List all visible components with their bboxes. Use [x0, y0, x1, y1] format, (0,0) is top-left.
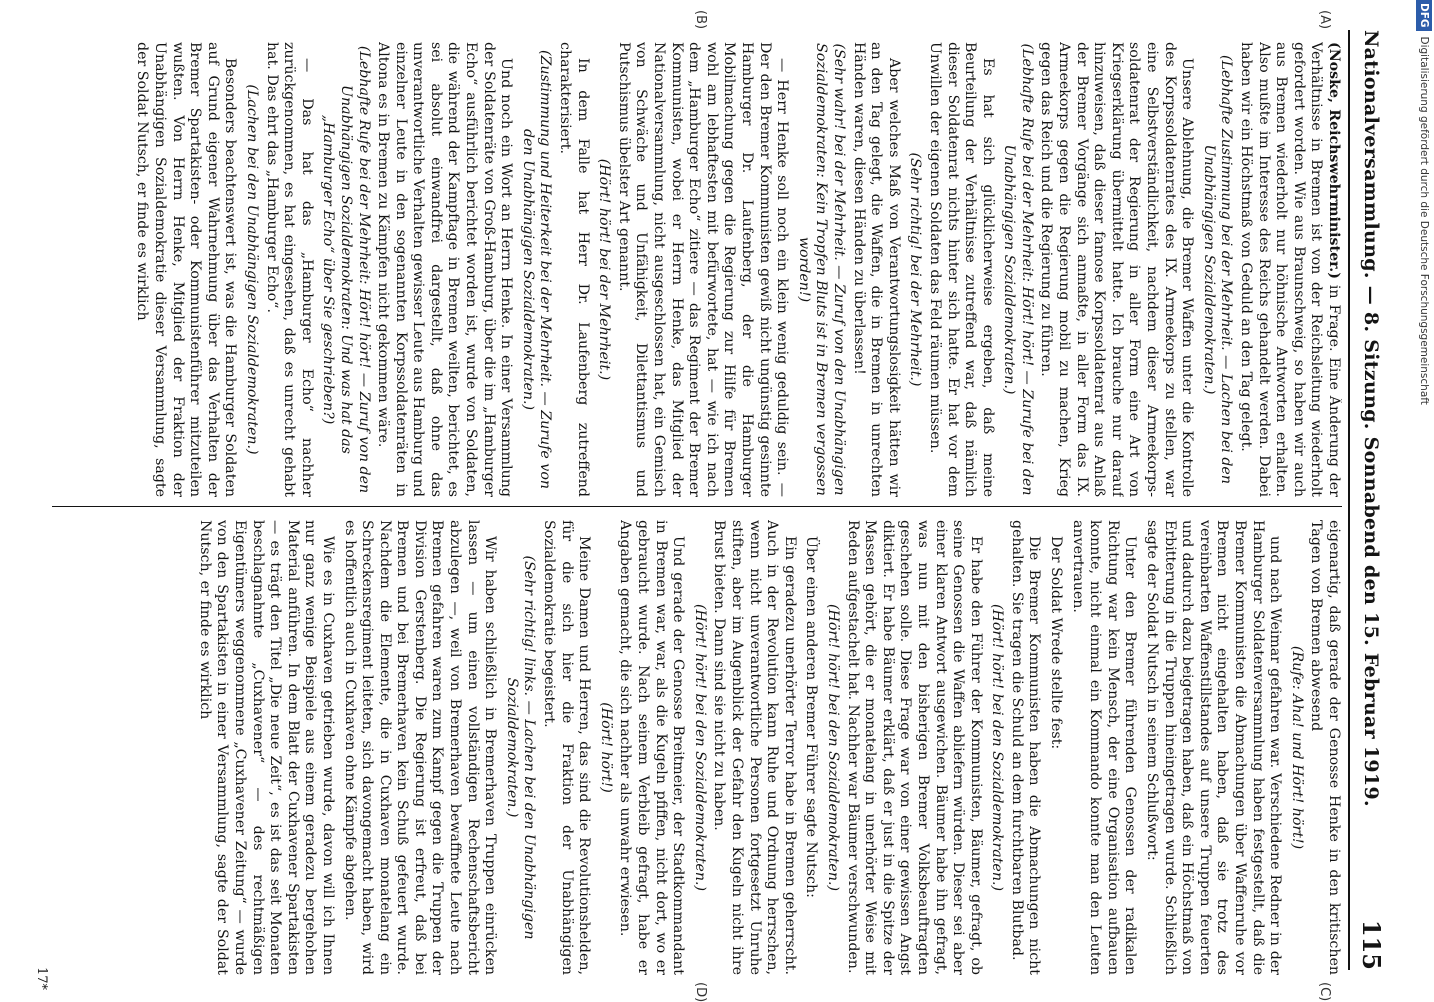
left-column: [42, 42, 1342, 497]
body-paragraph: Der Soldat Wrede stellte fest:: [1048, 536, 1065, 750]
body-paragraph: Unsere Ablehnung, die Bremer Waffen unter die Kontrolle des Korpssoldatenrates des IX. Armeekorps zu stellen, war eine Selbstverständlichkeit, nachdem dieser Armeekorps-soldatenrat der Regierung in aller Form eine Art von Kriegserklärung übermittelt hatte. Ich brauche nur darauf hinzuweisen, daß dieser famose Korpssoldatenrat aus Anlaß der Bremer Vorgänge sich anmaßte, in aller Form das IX. Armeekorps gegen die Regierung mobil zu machen, Krieg gegen das Reich und die Regierung zu führen.: [1038, 42, 1196, 497]
interjection-note: (Hört! hört! bei den Sozialdemokraten.): [691, 603, 708, 892]
body-paragraph: Über einen anderen Bremer Führer sagte Nutsch:: [803, 536, 820, 898]
interjection-note: (Hört! hört! bei den Sozialdemokraten.): [989, 603, 1006, 892]
body-paragraph: Und noch ein Wort an Herrn Henke. In einer Versammlung der Soldatenräte von Groß-Hamburg, über die im „Hamburger Echo“ ausführlich berichtet worden ist, wurde von Soldaten, die während der Kampftage in Bremen weilten, berichtet, es sei absolut einwandfrei dargestellt, daß ohne das unverantwortliche Verhalten gewisser Leute aus Hamburg und einzelner Leute in den sogenannten Korpssoldatenräten in Altona es in Bremen zu Kämpfen nicht gekommen wäre.: [375, 42, 515, 497]
body-paragraph: Wir haben schließlich in Bremerhaven Truppen einrücken lassen — um einen vollständigen Rechenschaftsbericht abzulegen —, weil von Bremerhaven bewaffnete Leute nach Bremen gefahren waren zum Kampf gegen die Truppen der Division Gerstenberg. Die Regierung ist erfreut, daß bei Bremen und bei Bremerhaven kein Schuß gefeuert wurde. Nachdem die Elemente, die in Cuxhaven monatelang ein Schreckensregiment leiteten, sich davongemacht haben, wird es hoffentlich auch in Cuxhaven ohne Kämpfe abgehen.: [341, 520, 499, 975]
interjection-note: (Hört! hört! bei der Mehrheit.): [596, 158, 613, 381]
body-paragraph: und nach Weimar gefahren war. Verschiedene Redner in der Hamburger Soldatenversammlung haben festgestellt, daß die Bremer Kommunisten die Abmachungen über Waffenruhe vor Bremen nicht eingehalten haben, daß sie trotz des vereinbarten Waffenstillstandes auf unsere Truppen feuerten und dadurch dazu beigetragen haben, daß ein Höchstmaß von Erbitterung in die Truppen hineingetragen wurde. Schließlich sagte der Soldat Nutsch in seinem Schlußwort:: [1144, 520, 1284, 975]
body-paragraph: Besonders beachtenswert ist, was die Hamburger Soldaten auf Grund eigener Wahrnehmung über das Verhalten der Bremer Spartakisten- oder Kommunistenführer mitzuteilen wußten. Von Herrn Henke, Mitglied der Fraktion der Unabhängigen Sozialdemokratie dieser Versammlung, sagte der Soldat Nutsch, er finde es wirklich: [134, 42, 239, 497]
header-title: Nationalversammlung. — 8. Sitzung. Sonnabend den 15. Februar 1919.: [1360, 30, 1382, 807]
interjection-note: (Rufe: Aha! und Hört! hört!): [1288, 645, 1305, 850]
margin-mark-a: (A): [1317, 10, 1332, 30]
column-divider: [52, 506, 1342, 507]
interjection-note: (Lachen bei den Unabhängigen Sozialdemokraten.): [243, 84, 260, 455]
speaker-label: (Noske, Reichswehrminister.): [1326, 42, 1342, 279]
margin-mark-c: (C): [1317, 982, 1332, 1002]
paragraph-text: eigenartig, daß gerade der Genosse Henke in den kritischen Tagen von Bremen abwesend: [1308, 520, 1342, 975]
body-paragraph: Meine Damen und Herren, das sind die Revolutionshelden, für die sich hier die Fraktion der Unabhängigen Sozialdemokratie begeistert.: [541, 520, 593, 975]
body-paragraph: In dem Falle hat Herr Dr. Laufenberg zutreffend charakterisiert.: [557, 42, 591, 497]
margin-mark-d: (D): [693, 982, 708, 1002]
margin-mark-b: (B): [693, 10, 708, 30]
interjection-note: (Sehr richtig! links. — Lachen bei den Unabhängigen Sozialdemokraten.): [503, 555, 538, 940]
quoted-paragraph: Ein geradezu unerhörter Terror habe in Bremen geherrscht. Auch in der Revolution kann Ruhe und Ordnung herrschen, wenn nicht unverantwortliche Personen fortgesetzt Unruhe stiften, aber im Augenblick der Gefahr den Kugeln nicht ihre Brust bieten. Dann sind sie nicht zu haben.: [711, 520, 798, 975]
interjection-note: (Zustimmung und Heiterkeit bei der Mehrheit. — Zurufe von den Unabhängigen Sozialdemokraten.): [519, 49, 554, 489]
body-paragraph: — Herr Henke soll noch ein klein wenig geduldig sein. — Der den Bremer Kommunisten gewiß nicht ungünstig gesinnte Hamburger Dr. Laufenberg, der die Hamburger Mobilmachung gegen die Regierung zur Hilfe für Bremen wohl am lebhaftesten mit befürwortete, hat — wie ich nach dem „Hamburger Echo“ zitiere — das Regiment der Bremer Kommunisten, wobei er Herrn Henke, das Mitglied der Nationalversammlung, nicht ausgeschlossen hat, ein Gemisch von Schwäche und Unfähigkeit, Dilettantismus und Putschismus übelster Art genannt.: [615, 42, 791, 497]
paragraph-text: in Frage. Eine Änderung der Verhältnisse in Bremen ist von der Reichsleitung wiederholt gefordert worden. Wie aus Braunschweig, so haben wir auch aus Bremen wiederholt nur höhnische Antworten erhalten. Also mußte im Interesse des Reichs gehandelt werden. Dabei haben wir ein Höchstmaß von Geduld an den Tag gelegt.: [1238, 42, 1342, 497]
page-number: 115: [1357, 919, 1386, 970]
interjection-note: (Hört! hört! bei den Sozialdemokraten.): [824, 603, 841, 892]
body-paragraph: — Das hat das „Hamburger Echo“ nachher zurückgenommen, es hat eingesehen, daß es unrecht gehabt hat. Das ehrt das „Hamburger Echo“.: [263, 42, 315, 497]
interjection-note: (Lebhafte Zustimmung bei der Mehrheit. — Lachen bei den Unabhängigen Sozialdemokraten.): [1200, 55, 1235, 484]
body-paragraph: Aber welches Maß von Verantwortungslosigkeit hätten wir an den Tag gelegt, die Waffen, die in Bremen in unrechten Händen waren, diesen Händen zu überlassen!: [850, 42, 902, 497]
funding-text: Digitalisierung gefördert durch die Deutsche Forschungsgemeinschaft: [1418, 36, 1430, 405]
lead-paragraph: [1307, 520, 1342, 975]
right-column: [42, 520, 1342, 975]
interjection-note: (Hört! hört!): [597, 702, 614, 793]
running-header: [1348, 30, 1390, 970]
quoted-paragraph: Er habe den Führer der Kommunisten, Bäumer, gefragt, ob seine Genossen die Waffen abliefern würden. Dieser sei aber einer klaren Antwort ausgewichen. Bäumer habe ihn gefragt, was nun mit den bisherigen Bremer Volksbeauftragten geschehen solle. Diese Frage war von einer gewissen Angst diktiert. Er habe Bäumer erklärt, daß er just in die Spitze der Massen gehört, die er monatelang in unerhörter Weise mit Reden aufgestachelt hat. Nachher war Bäumer verschwunden.: [844, 520, 984, 975]
quoted-paragraph: Und gerade der Genosse Breitmeier, der Stadtkommandant in Bremen war, war, als die Kugeln pfiffen, nicht dort, wo er gebraucht wurde. Nach seinem Verbleib gefragt, habe er Angaben gemacht, die sich nachher als unwahr erwiesen.: [617, 520, 687, 975]
funding-note: [1413, 0, 1434, 1000]
interjection-note: (Sehr wahr! bei der Mehrheit. — Zuruf von den Unabhängigen Sozialdemokraten: Kein Tropfen Bluts ist in Bremen vergossen worden!): [795, 43, 847, 496]
interjection-note: (Sehr richtig! bei der Mehrheit.): [907, 152, 924, 387]
body-paragraph: Es hat sich glücklicherweise ergeben, daß meine Beurteilung der Verhältnisse zutreffend war, daß nämlich dieser Soldatenrat nichts hinter sich hatte. Er hat vor dem Unwillen der eigenen Soldaten das Feld räumen müssen.: [926, 42, 996, 497]
body-paragraph: Wie es in Cuxhaven getrieben wurde, davon will ich Ihnen nur ganz wenige Beispiele aus einem geradezu bergehohen Material anführen. In dem Blatt der Cuxhavener Spartakisten — es trägt den Titel „Die neue Zeit“, es ist das seit Monaten beschlagnahmte „Cuxhavener“ — des rechtmäßigen Eigentümers weggenommene „Cuxhavener Zeitung“ — wurde von den Spartakisten in einer Versammlung, sagte der Soldat Nutsch, er finde es wirklich: [196, 520, 336, 975]
quoted-paragraph: Die Bremer Kommunisten haben die Abmachungen nicht gehalten. Sie tragen die Schuld an dem furchtbaren Blutbad.: [1008, 520, 1043, 975]
interjection-note: (Lebhafte Rufe bei der Mehrheit: Hört! hört! — Zurufe bei den Unabhängigen Sozialdemokraten.): [1001, 43, 1035, 496]
signature-mark: 17*: [34, 966, 49, 990]
interjection-note: (Lebhafte Rufe bei der Mehrheit: Hört! hört! — Zuruf von den Unabhängigen Sozialdemokraten: Und was hat das „Hamburger Echo“ über Sie geschrieben?): [320, 45, 372, 494]
document-page: [28, 0, 1408, 1000]
quoted-paragraph: Unter den Bremer führenden Genossen der radikalen Richtung war kein Mensch, der eine Organisation aufbauen konnte, nicht einmal ein Kommando konnte man den Leuten anvertrauen.: [1069, 520, 1139, 975]
lead-paragraph: [1236, 42, 1342, 497]
dfg-logo: DFG: [1416, 0, 1432, 31]
